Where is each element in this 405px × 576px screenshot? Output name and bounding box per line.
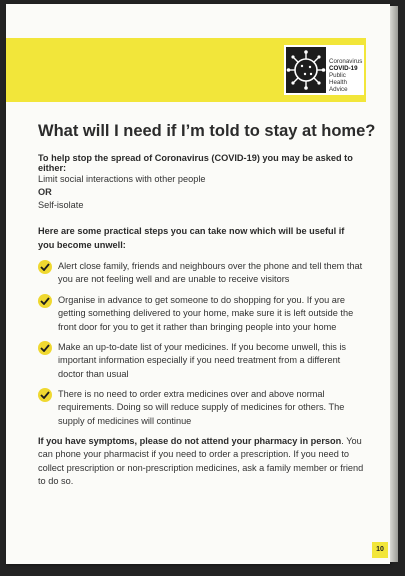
page-title: What will I need if I’m told to stay at home? bbox=[38, 122, 376, 140]
options-list bbox=[38, 173, 358, 212]
logo-text bbox=[329, 58, 364, 93]
subheading: To help stop the spread of Coronavirus (COVID-19) you may be asked to either: bbox=[38, 153, 353, 173]
check-icon bbox=[38, 260, 52, 274]
page-edge bbox=[390, 6, 398, 562]
steps-intro: Here are some practical steps you can take now which will be useful if you become unwell: bbox=[38, 226, 345, 250]
step-text: Organise in advance to get someone to do shopping for you. If you are getting something delivered to your home, make sure it is left outside the front door for you to get it rather than bringing people into your home bbox=[58, 295, 354, 332]
covid-logo bbox=[284, 45, 364, 95]
step-text: There is no need to order extra medicines over and above normal requirements. Doing so will reduce supply of medicines for others. The supply of medicines will continue bbox=[58, 389, 345, 426]
symptoms-advice bbox=[38, 435, 368, 488]
step-text: Alert close family, friends and neighbours over the phone and tell them that you are not feeling well and are unable to receive visitors bbox=[58, 261, 363, 285]
option-first: Limit social interactions with other people bbox=[38, 174, 206, 184]
symptoms-warning: If you have symptoms, please do not attend your pharmacy in person bbox=[38, 436, 342, 446]
document-page bbox=[6, 4, 390, 564]
symptoms-instructions: . You can phone your pharmacist if you need to order a prescription. If you need to collect prescription or non-prescription medicines, ask a family member or friend to do so. bbox=[38, 436, 364, 486]
page-number: 10 bbox=[372, 542, 388, 558]
check-icon bbox=[38, 388, 52, 402]
step-text: Make an up-to-date list of your medicines. If you become unwell, this is important information especially if you need treatment from a different doctor than usual bbox=[58, 342, 347, 379]
option-second: Self-isolate bbox=[38, 200, 84, 210]
virus-icon bbox=[286, 47, 326, 93]
logo-line-4: Advice bbox=[329, 86, 348, 93]
check-icon bbox=[38, 341, 52, 355]
logo-line-1: Coronavirus bbox=[329, 58, 363, 65]
check-icon bbox=[38, 294, 52, 308]
logo-line-2: COVID-19 bbox=[329, 65, 358, 72]
option-or: OR bbox=[38, 187, 52, 197]
logo-line-3: Public Health bbox=[329, 72, 347, 86]
header-banner bbox=[6, 38, 366, 102]
